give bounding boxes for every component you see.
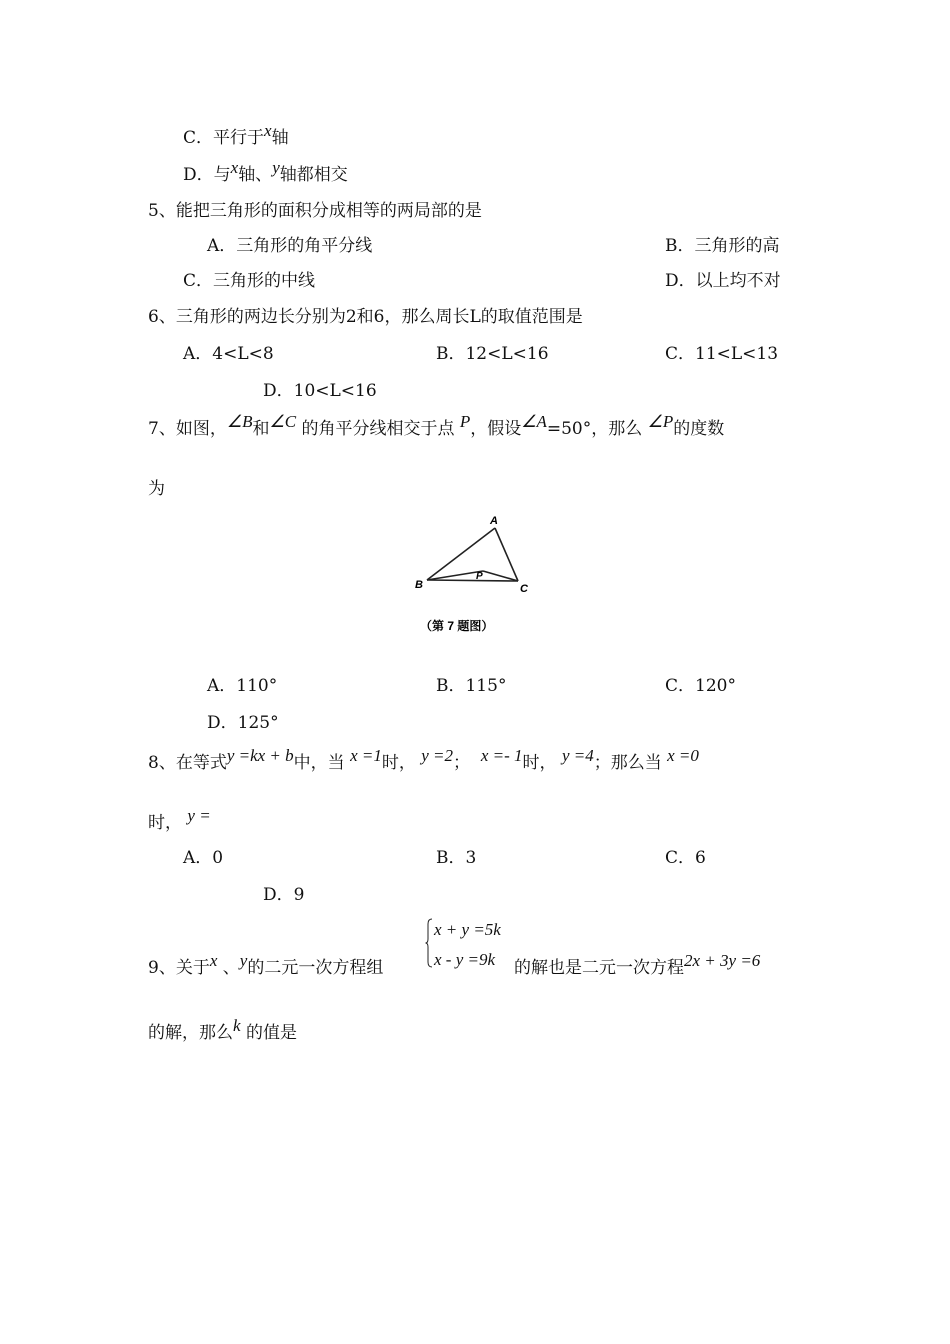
label-c: C — [520, 583, 528, 595]
q7-option-b: B．115° — [436, 676, 507, 696]
q7-stem-cont: 为 — [148, 479, 165, 499]
q9-stem-mid: 的解也是二元一次方程2x + 3y =6 — [514, 951, 761, 978]
q7-option-d: D．125° — [207, 713, 279, 733]
equation-1: x + y =5k — [434, 920, 501, 939]
q5-option-a: A．三角形的角平分线 — [207, 236, 373, 256]
q5-stem: 5、能把三角形的面积分成相等的两局部的是 — [148, 201, 482, 221]
q4-option-d: D．与x轴、y轴都相交 — [183, 158, 348, 185]
q8-option-c: C．6 — [665, 848, 706, 868]
label-a: A — [490, 515, 498, 527]
edge-ac — [495, 528, 518, 581]
q8-option-a: A．0 — [183, 848, 224, 868]
q8-stem-cont: 时， y = — [148, 806, 211, 833]
figure-caption: （第 7 题图） — [420, 619, 494, 633]
label-p: P — [476, 571, 483, 582]
q6-option-a: A．4<L<8 — [183, 344, 274, 364]
q7-option-a: A．110° — [207, 676, 278, 696]
bisector-cp — [483, 571, 518, 581]
q8-option-d: D．9 — [263, 885, 305, 905]
q9-stem-start: 9、关于x 、y的二元一次方程组 — [148, 951, 384, 978]
equation-2: x - y =9k — [434, 950, 496, 969]
q5-option-b: B．三角形的高 — [665, 236, 780, 256]
triangle-figure — [405, 508, 545, 638]
bisector-bp — [427, 571, 483, 580]
q8-option-b: B．3 — [436, 848, 477, 868]
q7-stem: 7、如图，∠B和∠C 的角平分线相交于点 P，假设∠A=50°，那么 ∠P的度数 — [148, 412, 725, 439]
q4-option-c: C．平行于x轴 — [183, 121, 289, 148]
q5-option-c: C．三角形的中线 — [183, 271, 316, 291]
q6-stem: 6、三角形的两边长分别为2和6，那么周长L的取值范围是 — [148, 307, 583, 327]
label-b: B — [415, 579, 423, 591]
q6-option-d: D．10<L<16 — [263, 381, 377, 401]
q5-option-d: D．以上均不对 — [665, 271, 781, 291]
equation-brace — [425, 918, 433, 968]
q9-stem-end: 的解，那么k 的值是 — [148, 1016, 297, 1043]
q8-stem: 8、在等式y =kx + b中，当 x =1时， y =2； x =- 1时， y =4；那么当 x =0 — [148, 746, 699, 773]
q6-option-b: B．12<L<16 — [436, 344, 549, 364]
q7-option-c: C．120° — [665, 676, 736, 696]
q6-option-c: C．11<L<13 — [665, 344, 779, 364]
edge-bc — [427, 580, 518, 581]
